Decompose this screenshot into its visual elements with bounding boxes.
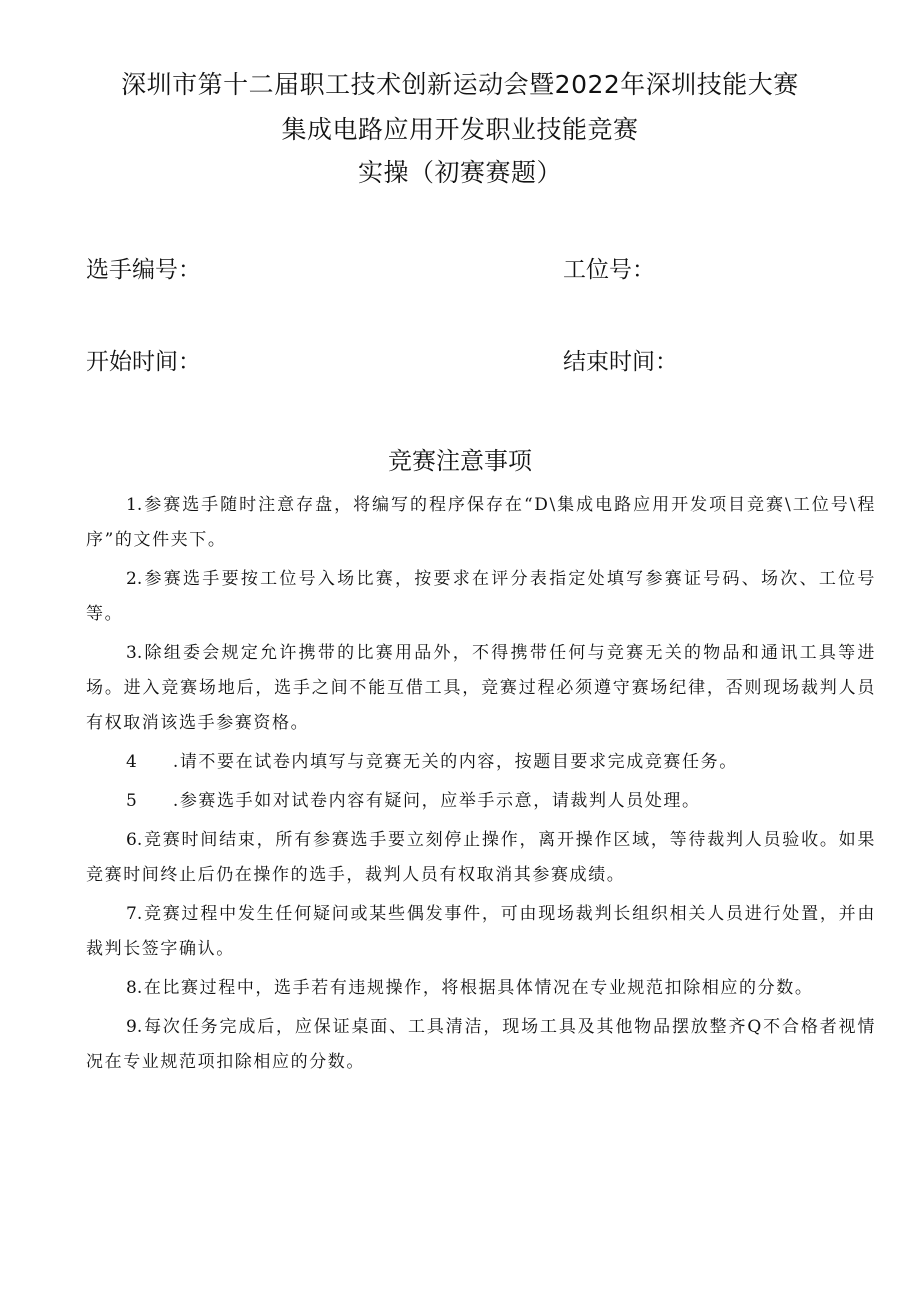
rule-text: .请不要在试卷内填写与竞赛无关的内容，按题目要求完成竞赛任务。 bbox=[172, 752, 738, 772]
rule-item bbox=[86, 1010, 876, 1080]
start-time-label: 开始时间： bbox=[86, 349, 201, 375]
rule-number: 3 bbox=[126, 643, 137, 663]
end-time-label: 结束时间： bbox=[563, 349, 678, 375]
contestant-id-label: 选手编号： bbox=[86, 257, 201, 283]
rule-text: .参赛选手随时注意存盘，将编写的程序保存在“D\集成电路应用开发项目竞赛\工位号\程序”的文件夹下。 bbox=[86, 495, 876, 550]
rule-text: .在比赛过程中，选手若有违规操作，将根据具体情况在专业规范扣除相应的分数。 bbox=[136, 978, 814, 998]
rule-text: .参赛选手要按工位号入场比赛，按要求在评分表指定处填写参赛证号码、场次、工位号等。 bbox=[86, 569, 876, 624]
rule-text: .每次任务完成后，应保证桌面、工具清洁，现场工具及其他物品摆放整齐Q不合格者视情况在专业规范项扣除相应的分数。 bbox=[86, 1017, 876, 1072]
rule-text: .竞赛时间结束，所有参赛选手要立刻停止操作，离开操作区域，等待裁判人员验收。如果竞赛时间终止后仍在操作的选手，裁判人员有权取消其参赛成绩。 bbox=[86, 830, 876, 885]
rule-item bbox=[86, 784, 876, 819]
rule-number: 2 bbox=[126, 569, 137, 589]
station-number-label: 工位号： bbox=[563, 257, 655, 283]
page-title-line-3: 实操（初赛赛题） bbox=[357, 158, 562, 187]
rule-item bbox=[86, 971, 876, 1006]
rule-text: .竞赛过程中发生任何疑问或某些偶发事件，可由现场裁判长组织相关人员进行处置，并由裁判长签字确认。 bbox=[86, 904, 876, 959]
rule-number: 7 bbox=[126, 904, 137, 924]
rule-item bbox=[86, 897, 876, 967]
page-title-line-1: 深圳市第十二届职工技术创新运动会暨2022年深圳技能大赛 bbox=[121, 70, 799, 99]
rule-item bbox=[86, 823, 876, 893]
rule-item bbox=[86, 488, 876, 558]
rule-text: .参赛选手如对试卷内容有疑问，应举手示意，请裁判人员处理。 bbox=[172, 791, 701, 811]
rule-number: 5 bbox=[126, 791, 137, 811]
rule-number: 8 bbox=[126, 978, 137, 998]
rule-number: 4 bbox=[126, 752, 137, 772]
rule-item bbox=[86, 745, 876, 780]
rule-item bbox=[86, 636, 876, 741]
rules-list bbox=[86, 488, 876, 1084]
rule-number: 6 bbox=[126, 830, 137, 850]
rule-number: 9 bbox=[126, 1017, 137, 1037]
rule-text: .除组委会规定允许携带的比赛用品外，不得携带任何与竞赛无关的物品和通讯工具等进场。进入竞赛场地后，选手之间不能互借工具，竞赛过程必须遵守赛场纪律，否则现场裁判人员有权取消该选手参赛资格。 bbox=[86, 643, 876, 733]
rule-number: 1 bbox=[126, 495, 137, 515]
rule-item bbox=[86, 562, 876, 632]
page-title-line-2: 集成电路应用开发职业技能竞赛 bbox=[281, 115, 639, 144]
notice-heading: 竞赛注意事项 bbox=[388, 447, 532, 475]
